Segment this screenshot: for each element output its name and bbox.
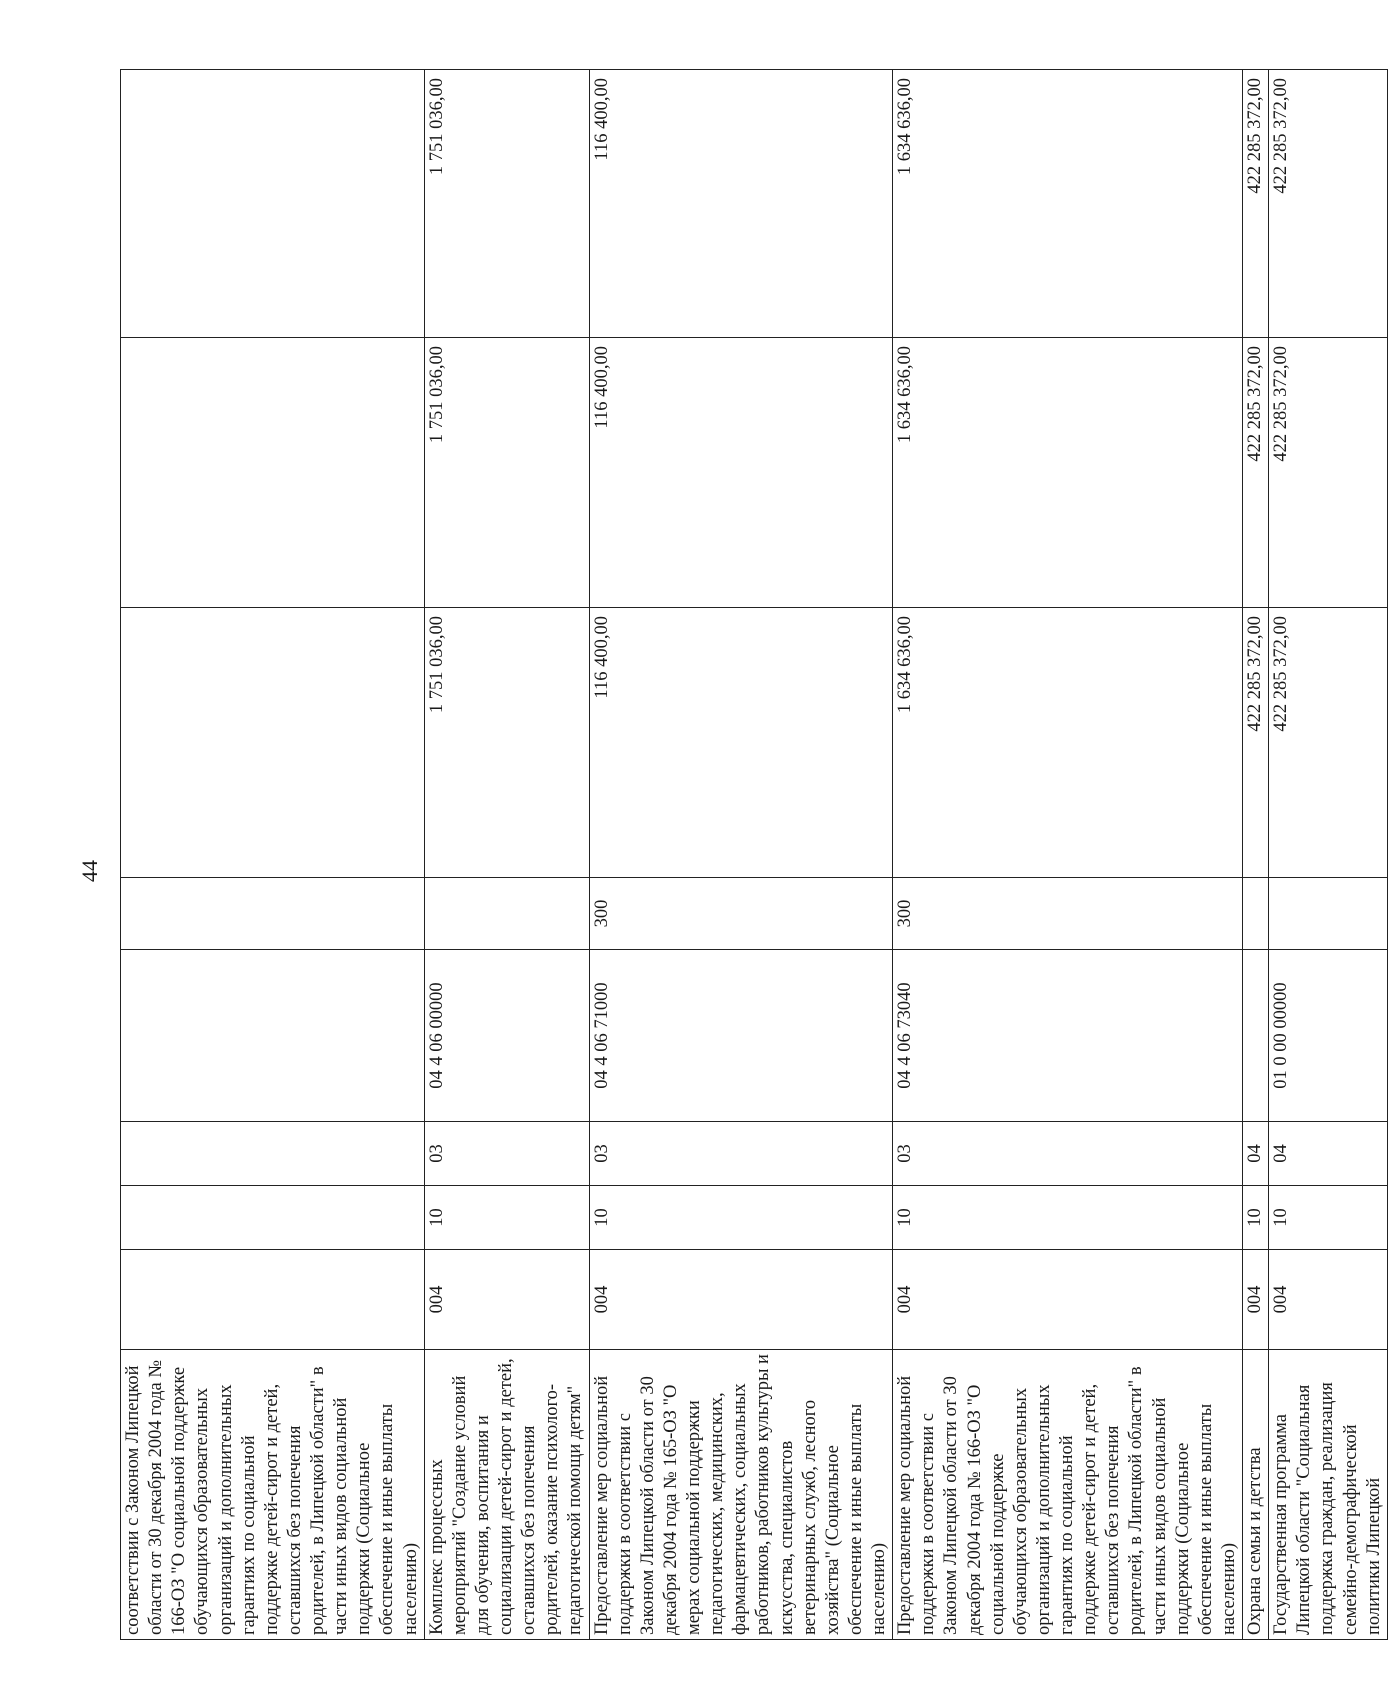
expense-type-cell: 300	[589, 878, 893, 950]
section-code-cell: 10	[589, 1186, 893, 1250]
amount-year2-cell	[121, 338, 425, 608]
table-row	[1243, 70, 1269, 1640]
ved-code-cell: 004	[1243, 1250, 1269, 1350]
ved-code-cell: 004	[1269, 1250, 1388, 1350]
subsection-code-cell: 04	[1269, 1122, 1388, 1186]
row-name-cell: Предоставление мер социальной поддержки в соответствии с Законом Липецкой области от 30 декабря 2004 года № 166-ОЗ "О социальной поддержке обучающихся образовательных организаций и дополнительных гарантиях по социальной поддержке детей-сирот и детей, оставшихся без попечения родителей, в Липецкой области" в части иных видов социальной поддержки (Социальное обеспечение и иные выплаты населению)	[893, 1350, 1243, 1640]
amount-year2-cell: 422 285 372,00	[1269, 338, 1388, 608]
amount-year3-cell: 1 634 636,00	[893, 70, 1243, 338]
budget-table	[120, 69, 1388, 1640]
amount-year1-cell: 1 634 636,00	[893, 608, 1243, 878]
amount-year3-cell: 116 400,00	[589, 70, 893, 338]
section-code-cell: 10	[1243, 1186, 1269, 1250]
target-article-cell: 04 4 06 73040	[893, 950, 1243, 1122]
row-name-cell: Государственная программа Липецкой области "Социальная поддержка граждан, реализация семейно-демографической политики Липецкой	[1269, 1350, 1388, 1640]
amount-year2-cell: 422 285 372,00	[1243, 338, 1269, 608]
table-row	[893, 70, 1243, 1640]
amount-year3-cell: 1 751 036,00	[424, 70, 589, 338]
ved-code-cell	[121, 1250, 425, 1350]
expense-type-cell	[1269, 878, 1388, 950]
rotated-table-area	[120, 70, 1384, 1640]
amount-year1-cell: 422 285 372,00	[1243, 608, 1269, 878]
section-code-cell	[121, 1186, 425, 1250]
row-name-cell: Комплекс процессных мероприятий "Создание условий для обучения, воспитания и социализации детей-сирот и детей, оставшихся без попечения родителей, оказание психолого-педагогической помощи детям"	[424, 1350, 589, 1640]
amount-year2-cell: 116 400,00	[589, 338, 893, 608]
subsection-code-cell: 04	[1243, 1122, 1269, 1186]
subsection-code-cell	[121, 1122, 425, 1186]
expense-type-cell	[121, 878, 425, 950]
section-code-cell: 10	[1269, 1186, 1388, 1250]
expense-type-cell	[1243, 878, 1269, 950]
section-code-cell: 10	[893, 1186, 1243, 1250]
target-article-cell	[121, 950, 425, 1122]
section-code-cell: 10	[424, 1186, 589, 1250]
amount-year3-cell: 422 285 372,00	[1269, 70, 1388, 338]
subsection-code-cell: 03	[893, 1122, 1243, 1186]
ved-code-cell: 004	[893, 1250, 1243, 1350]
amount-year3-cell	[121, 70, 425, 338]
table-row	[121, 70, 425, 1640]
row-name-cell: соответствии с Законом Липецкой области от 30 декабря 2004 года № 166-ОЗ "О социальной поддержке обучающихся образовательных организаций и дополнительных гарантиях по социальной поддержке детей-сирот и детей, оставшихся без попечения родителей, в Липецкой области" в части иных видов социальной поддержки (Социальное обеспечение и иные выплаты населению)	[121, 1350, 425, 1640]
amount-year1-cell	[121, 608, 425, 878]
ved-code-cell: 004	[424, 1250, 589, 1350]
table-row	[589, 70, 893, 1640]
amount-year2-cell: 1 634 636,00	[893, 338, 1243, 608]
page-number: 44	[77, 860, 102, 882]
amount-year2-cell: 1 751 036,00	[424, 338, 589, 608]
table-row	[424, 70, 589, 1640]
subsection-code-cell: 03	[589, 1122, 893, 1186]
target-article-cell: 04 4 06 00000	[424, 950, 589, 1122]
expense-type-cell	[424, 878, 589, 950]
amount-year1-cell: 422 285 372,00	[1269, 608, 1388, 878]
row-name-cell: Предоставление мер социальной поддержки в соответствии с Законом Липецкой области от 30 декабря 2004 года № 165-ОЗ "О мерах социальной поддержки педагогических, медицинских, фармацевтических, социальных работников, работников культуры и искусства, специалистов ветеринарных служб, лесного хозяйства" (Социальное обеспечение и иные выплаты населению)	[589, 1350, 893, 1640]
amount-year1-cell: 116 400,00	[589, 608, 893, 878]
amount-year3-cell: 422 285 372,00	[1243, 70, 1269, 338]
target-article-cell: 04 4 06 71000	[589, 950, 893, 1122]
subsection-code-cell: 03	[424, 1122, 589, 1186]
ved-code-cell: 004	[589, 1250, 893, 1350]
target-article-cell: 01 0 00 00000	[1269, 950, 1388, 1122]
target-article-cell	[1243, 950, 1269, 1122]
table-row	[1269, 70, 1388, 1640]
amount-year1-cell: 1 751 036,00	[424, 608, 589, 878]
table-body	[121, 70, 1388, 1640]
table-wrap	[120, 70, 1384, 1640]
row-name-cell: Охрана семьи и детства	[1243, 1350, 1269, 1640]
expense-type-cell: 300	[893, 878, 1243, 950]
